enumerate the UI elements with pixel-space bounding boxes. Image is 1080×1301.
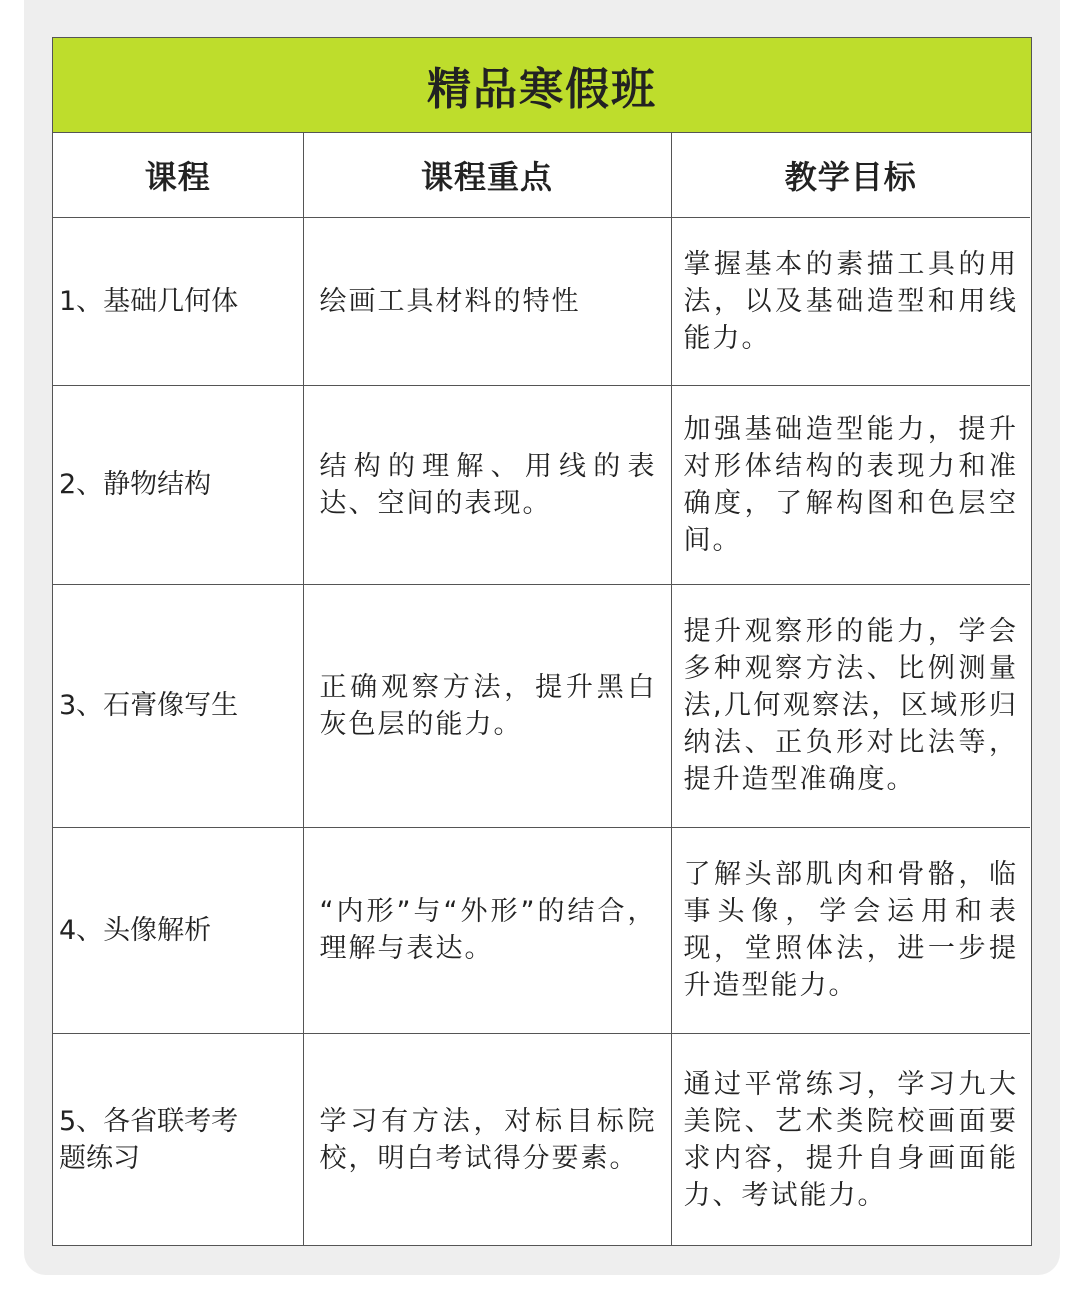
focus-cell: 学习有方法，对标目标院校，明白考试得分要素。 (303, 1033, 671, 1246)
goal-cell: 了解头部肌肉和骨骼，临事头像，学会运用和表现，堂照体法，进一步提升造型能力。 (671, 827, 1030, 1033)
course-cell: 2、静物结构 (53, 385, 303, 584)
title-bar (53, 38, 1031, 133)
course-cell: 4、头像解析 (53, 827, 303, 1033)
course-table (53, 133, 1030, 1246)
header-goal: 教学目标 (671, 133, 1030, 217)
focus-cell: 绘画工具材料的特性 (303, 217, 671, 385)
course-table-card (52, 37, 1032, 1246)
header-focus: 课程重点 (303, 133, 671, 217)
goal-cell: 掌握基本的素描工具的用法，以及基础造型和用线能力。 (671, 217, 1030, 385)
header-course: 课程 (53, 133, 303, 217)
course-cell: 3、石膏像写生 (53, 584, 303, 827)
table-header-row (53, 133, 1030, 217)
table-row (53, 584, 1030, 827)
course-cell: 5、各省联考考题练习 (53, 1033, 303, 1246)
focus-cell: 结构的理解、用线的表达、空间的表现。 (303, 385, 671, 584)
goal-cell: 提升观察形的能力，学会多种观察方法、比例测量法,几何观察法，区域形归纳法、正负形对比法等，提升造型准确度。 (671, 584, 1030, 827)
page-title: 精品寒假班 (427, 64, 657, 115)
goal-cell: 通过平常练习，学习九大美院、艺术类院校画面要求内容，提升自身画面能力、考试能力。 (671, 1033, 1030, 1246)
table-row (53, 827, 1030, 1033)
focus-cell: 正确观察方法，提升黑白灰色层的能力。 (303, 584, 671, 827)
focus-cell: “内形”与“外形”的结合，理解与表达。 (303, 827, 671, 1033)
course-cell: 1、基础几何体 (53, 217, 303, 385)
goal-cell: 加强基础造型能力，提升对形体结构的表现力和准确度，了解构图和色层空间。 (671, 385, 1030, 584)
table-row (53, 385, 1030, 584)
table-row (53, 217, 1030, 385)
table-row (53, 1033, 1030, 1246)
